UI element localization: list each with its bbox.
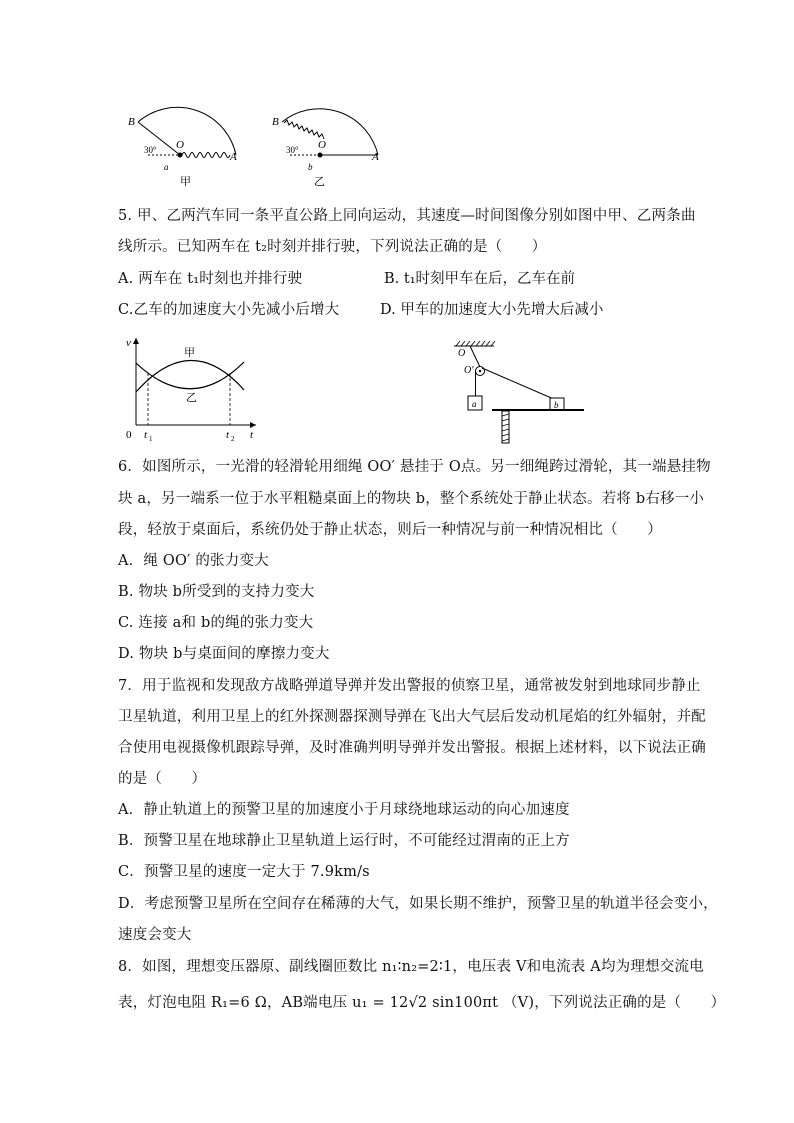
label-b: b [554,400,559,410]
q5-option-a[interactable]: A. 两车在 t₁时刻也并排行驶 [118,271,303,287]
label-angle: 30° [144,145,157,155]
curve-label-yi: 乙 [186,392,197,404]
q6-stem-line1: 6．如图所示，一光滑的轻滑轮用细绳 OO′ 悬挂于 O点。另一细绳跨过滑轮，其一端悬挂物 [118,459,711,475]
q7-option-c[interactable]: C．预警卫星的速度一定大于 7.9km/s [118,864,370,880]
q7-option-d-line2[interactable]: 速度会变大 [118,927,192,943]
q7-stem-line3: 合使用电视摄像机跟踪导弹，及时准确判明导弹并发出警报。根据上述材料，以下说法正确 [118,740,706,756]
tick-t2: t [226,429,230,441]
tick-t2-sub: 2 [231,435,235,443]
q7-stem-line4: 的是（ ） [118,771,207,787]
q6-stem-line3: 段，轻放于桌面后，系统仍处于静止状态，则后一种情况与前一种情况相比（ ） [118,522,662,538]
pulley-figure [448,340,588,445]
tick-t1: t [144,429,148,441]
axis-v: v [126,337,131,349]
label-A: A [230,151,237,163]
q5-option-b[interactable]: B. t₁时刻甲车在后，乙车在前 [384,271,576,287]
tick-t1-sub: 1 [149,435,153,443]
q5-option-c[interactable]: C.乙车的加速度大小先减小后增大 [118,302,340,318]
label-B: B [128,116,135,128]
label-O: O [176,139,184,151]
q8-stem-line2: 表，灯泡电阻 R₁=6 Ω，AB端电压 u₁ = 12√2 sin100πt （V)，下列说法正确的是（ ） [118,995,726,1011]
q7-option-b[interactable]: B．预警卫星在地球静止卫星轨道上运行时，不可能经过渭南的正上方 [118,833,570,849]
label-O-prime: O′ [464,365,474,376]
q7-stem-line1: 7．用于监视和发现敌方战略弹道导弹并发出警报的侦察卫星，通常被发射到地球同步静止 [118,678,701,694]
q7-option-a[interactable]: A．静止轨道上的预警卫星的加速度小于月球绕地球运动的向心加速度 [118,802,570,818]
label-a: a [472,399,477,409]
q6-option-a[interactable]: A．绳 OO′ 的张力变大 [118,553,269,569]
label-angle: 30° [286,145,299,155]
label-A: A [372,151,379,163]
q8-stem-line1: 8．如图，理想变压器原、副线圈匝数比 n₁∶n₂=2∶1，电压表 V和电流表 A均为理想交流电 [118,959,704,975]
caption-yi: 乙 [314,176,325,188]
q5-stem-line2: 线所示。已知两车在 t₂时刻并排行驶，下列说法正确的是（ ） [118,239,547,255]
label-O: O [318,139,326,151]
label-B: B [272,116,279,128]
figure-yi-spring [262,100,392,192]
label-b: b [308,162,313,172]
q7-stem-line2: 卫星轨道，利用卫星上的红外探测器探测导弹在飞出大气层后发动机尾焰的红外辐射，并配 [118,709,706,725]
vt-graph [116,330,266,445]
axis-origin: 0 [126,429,132,441]
label-O: O [458,348,466,359]
q6-stem-line2: 块 a，另一端系一位于水平粗糙桌面上的物块 b，整个系统处于静止状态。若将 b右移一小 [118,491,705,507]
curve-label-jia: 甲 [184,347,195,359]
q5-option-d[interactable]: D. 甲车的加速度大小先增大后减小 [380,302,604,318]
q5-stem-line1: 5. 甲、乙两汽车同一条平直公路上同向运动，其速度—时间图像分别如图中甲、乙两条曲 [118,208,696,224]
axis-t: t [250,429,254,441]
label-a: a [164,162,169,172]
caption-jia: 甲 [180,176,191,188]
q6-option-b[interactable]: B. 物块 b所受到的支持力变大 [118,584,315,600]
figure-jia-spring [118,100,248,192]
q7-option-d-line1[interactable]: D．考虑预警卫星所在空间存在稀薄的大气，如果长期不维护，预警卫星的轨道半径会变小， [118,896,718,912]
q6-option-c[interactable]: C. 连接 a和 b的绳的张力变大 [118,615,314,631]
q6-option-d[interactable]: D. 物块 b与桌面间的摩擦力变大 [118,646,330,662]
